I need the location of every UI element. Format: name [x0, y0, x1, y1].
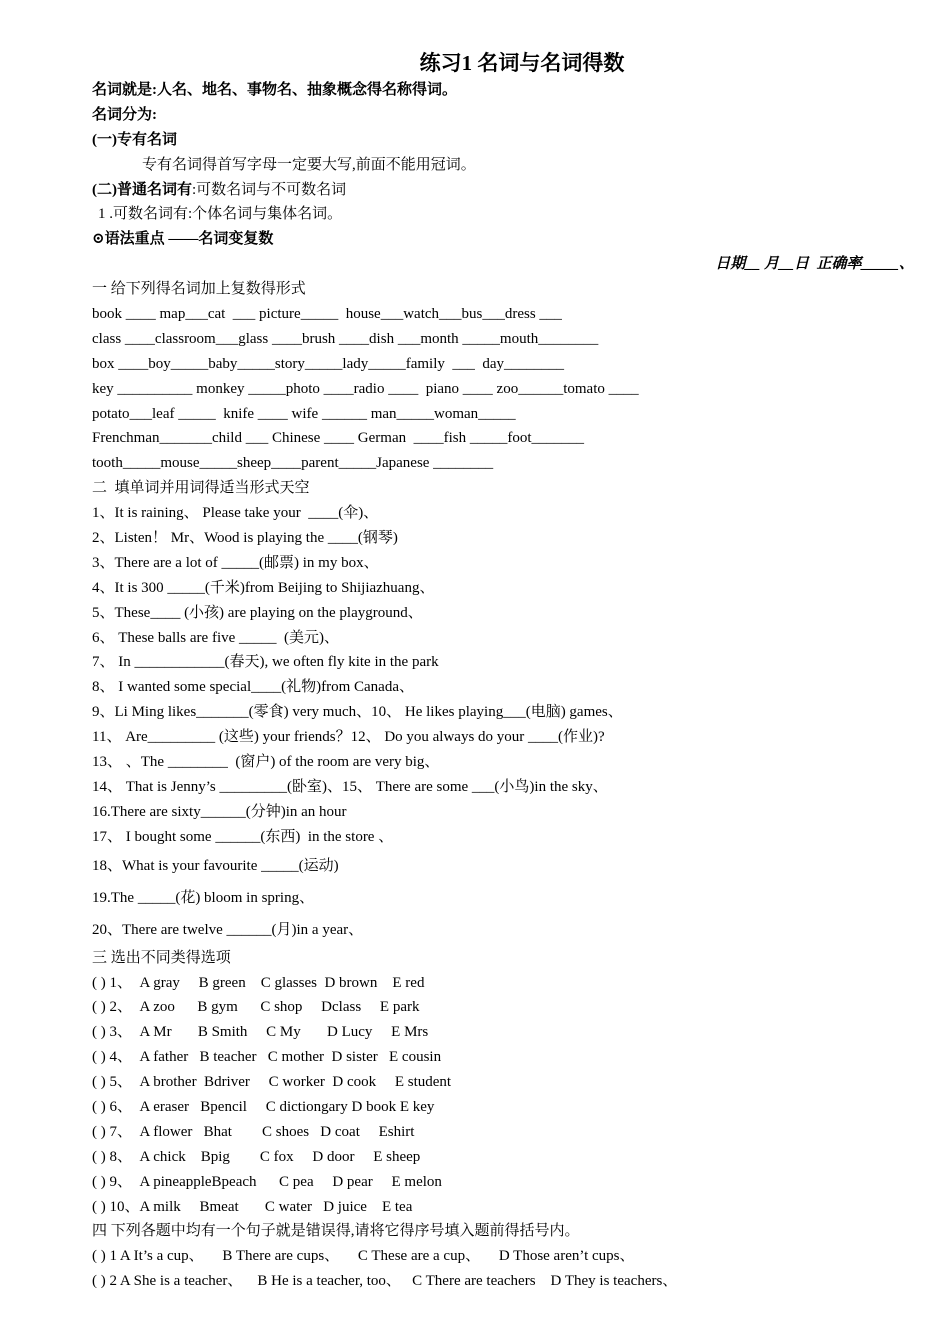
countable-noun-line: 1 .可数名词有:个体名词与集体名词。: [98, 206, 343, 223]
section3-question: ( ) 8、 A chick Bpig C fox D door E sheep: [92, 1148, 421, 1165]
section2-question: 14、 That is Jenny’s _________(卧室)、15、 There are some ___(小鸟)in the sky、: [92, 778, 608, 795]
section2-question: 6、 These balls are five _____ (美元)、: [92, 629, 340, 646]
section2-question: 16.There are sixty______(分钟)in an hour: [92, 803, 347, 820]
noun-division: 名词分为:: [92, 106, 157, 123]
section2-heading: 二 填单词并用词得适当形式天空: [92, 480, 310, 497]
section4-question: ( ) 2 A She is a teacher、 B He is a teacher, too、 C There are teachers D They is teachers、: [92, 1273, 678, 1290]
section2-question: 2、Listen！ Mr、Wood is playing the ____(钢琴): [92, 530, 398, 547]
section2-question: 11、 Are_________ (这些) your friends？12、 Do you always do your ____(作业)?: [92, 729, 605, 746]
section2-question: 1、It is raining、 Please take your ____(伞)、: [92, 505, 379, 522]
common-noun-line: [92, 178, 912, 203]
section2-question: 7、 In ____________(春天), we often fly kite in the park: [92, 654, 439, 671]
section3-question: ( ) 2、 A zoo B gym C shop Dclass E park: [92, 999, 420, 1016]
section2-question: 8、 I wanted some special____(礼物)from Canada、: [92, 679, 414, 696]
section4-question: ( ) 1 A It’s a cup、 B There are cups、 C These are a cup、 D Those aren’t cups、: [92, 1248, 635, 1265]
common-noun-heading: (二)普通名词有: [92, 181, 192, 198]
proper-noun-desc: 专有名词得首写字母一定要大写,前面不能用冠词。: [142, 156, 476, 173]
section3-question: ( ) 5、 A brother Bdriver C worker D cook E student: [92, 1074, 452, 1091]
section2-question: 4、It is 300 _____(千米)from Beijing to Shijiazhuang、: [92, 579, 435, 596]
section2-question: 20、There are twelve ______(月)in a year、: [92, 921, 364, 938]
section2-question: 19.The _____(花) bloom in spring、: [92, 889, 315, 906]
page-title: 练习1 名词与名词得数: [419, 51, 625, 75]
section1-line: box ____boy_____baby_____story_____lady_____family ___ day________: [92, 355, 565, 372]
section1-line: class ____classroom___glass ____brush ____dish ___month _____mouth________: [92, 330, 599, 347]
section4-heading: 四 下列各题中均有一个句子就是错误得,请将它得序号填入题前得括号内。: [92, 1223, 580, 1240]
date-score-line: 日期__ 月__日 正确率_____、: [715, 256, 914, 273]
common-noun-desc: :可数名词与不可数名词: [192, 181, 347, 198]
section2-question: 18、What is your favourite _____(运动): [92, 857, 339, 874]
section3-question: ( ) 3、 A Mr B Smith C My D Lucy E Mrs: [92, 1024, 429, 1041]
section3-question: ( ) 1、 A gray B green C glasses D brown E red: [92, 974, 425, 991]
section1-line: potato___leaf _____ knife ____ wife ______ man_____woman_____: [92, 405, 516, 422]
section2-question: 3、There are a lot of _____(邮票) in my box、: [92, 554, 379, 571]
section1-line: tooth_____mouse_____sheep____parent_____Japanese ________: [92, 455, 494, 472]
worksheet-page: [92, 48, 912, 1294]
section1-line: key __________ monkey _____photo ____radio ____ piano ____ zoo______tomato ____: [92, 380, 639, 397]
section3-question: ( ) 10、A milk Bmeat C water D juice E tea: [92, 1198, 413, 1215]
noun-definition: 名词就是:人名、地名、事物名、抽象概念得名称得词。: [92, 82, 457, 98]
section3-question: ( ) 7、 A flower Bhat C shoes D coat Eshirt: [92, 1123, 415, 1140]
section2-question: 5、These____ (小孩) are playing on the playground、: [92, 604, 423, 621]
section1-line: Frenchman_______child ___ Chinese ____ German ____fish _____foot_______: [92, 430, 585, 447]
section3-question: ( ) 6、 A eraser Bpencil C dictiongary D book E key: [92, 1098, 435, 1115]
section3-question: ( ) 9、 A pineappleBpeach C pea D pear E melon: [92, 1173, 442, 1190]
section3-heading: 三 选出不同类得选项: [92, 949, 231, 966]
grammar-focus: ⊙语法重点 ——名词变复数: [92, 231, 274, 248]
section2-question: 17、 I bought some ______(东西) in the store 、: [92, 828, 394, 845]
section3-question: ( ) 4、 A father B teacher C mother D sister E cousin: [92, 1049, 442, 1066]
proper-noun-heading: (一)专有名词: [92, 131, 177, 148]
section2-question: 9、Li Ming likes_______(零食) very much、10、 He likes playing___(电脑) games、: [92, 704, 623, 721]
section1-heading: 一 给下列得名词加上复数得形式: [92, 281, 306, 298]
section2-question: 13、 、The ________ (窗户) of the room are very big、: [92, 754, 440, 771]
section1-line: book ____ map___cat ___ picture_____ house___watch___bus___dress ___: [92, 306, 562, 323]
